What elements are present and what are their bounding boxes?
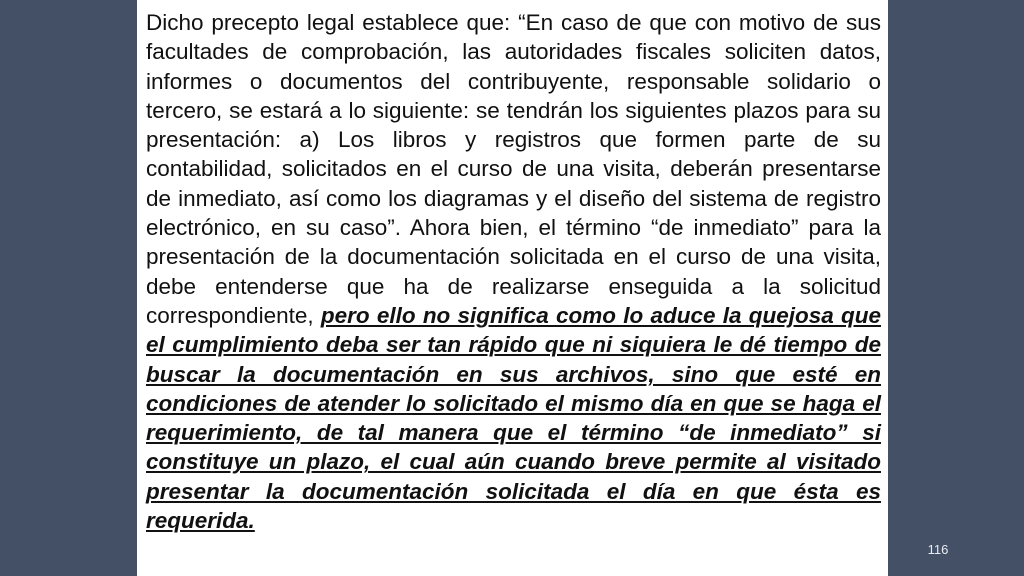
page-number: 116 (927, 542, 949, 557)
text-panel (137, 0, 888, 576)
body-emphasis-text: pero ello no significa como lo aduce la quejosa que el cumplimiento deba ser tan rápido que ni siquiera le dé tiempo de buscar la documentación en sus archivos, sino que esté en condiciones de atender lo solicitado el mismo día en que se haga el requerimiento, de tal manera que el término “de inmediato” si constituye un plazo, el cual aún cuando breve permite al visitado presentar la documentación solicitada el día en que ésta es requerida. (146, 302, 881, 534)
body-plain-text: Dicho precepto legal establece que: “En caso de que con motivo de sus facultades de comprobación, las autoridades fiscales soliciten datos, informes o documentos del contribuyente, responsable solidario o tercero, se estará a lo siguiente: se tendrán los siguientes plazos para su presentación: a) Los libros y registros que formen parte de su contabilidad, solicitados en el curso de una visita, deberán presentarse de inmediato, así como los diagramas y el diseño del sistema de registro electrónico, en su caso”. Ahora bien, el término “de inmediato” para la presentación de la documentación solicitada en el curso de una visita, debe entenderse que ha de realizarse enseguida a la solicitud correspondiente, (146, 10, 881, 328)
body-paragraph (146, 8, 881, 535)
